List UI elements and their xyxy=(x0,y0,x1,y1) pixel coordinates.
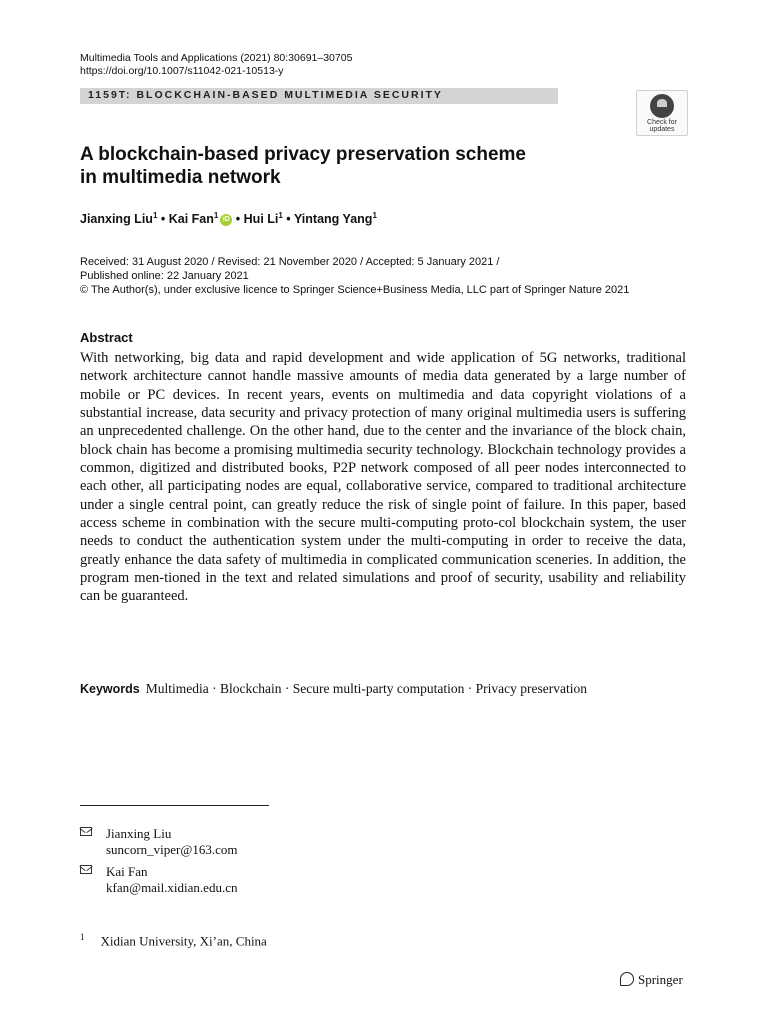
envelope-icon xyxy=(80,865,92,874)
received-revised-accepted: Received: 31 August 2020 / Revised: 21 November 2020 / Accepted: 5 January 2021 / xyxy=(80,256,500,268)
affiliation xyxy=(80,932,267,949)
springer-horse-icon xyxy=(620,972,634,986)
author-affil-marker: 1 xyxy=(152,211,158,220)
author-separator: • xyxy=(157,212,169,227)
contact-name: Kai Fan xyxy=(106,864,148,879)
journal-citation: Multimedia Tools and Applications (2021) 80:30691–30705 xyxy=(80,52,353,64)
author-separator: • xyxy=(282,212,294,227)
author-name[interactable]: Hui Li xyxy=(243,212,279,227)
envelope-icon xyxy=(80,827,92,836)
keywords-label: Keywords xyxy=(80,682,140,696)
contact-name: Jianxing Liu xyxy=(106,826,172,841)
contact-email[interactable]: suncorn_viper@163.com xyxy=(106,842,238,857)
section-label: 1159T: BLOCKCHAIN-BASED MULTIMEDIA SECURITY xyxy=(88,89,443,101)
published-online: Published online: 22 January 2021 xyxy=(80,270,249,282)
keywords xyxy=(80,681,587,697)
author-affil-marker: 1 xyxy=(213,211,219,220)
abstract-text: With networking, big data and rapid development and wide application of 5G networks, traditional network architecture cannot handle massive amounts of media data generated by a large number of mobile or PC devices. In recent years, events on multimedia and data copyright violations of a substantial increase, data security and privacy protection of many original multimedia users is suffering an unprecedented challenge. On the other hand, due to the center and the invariance of the block chain, block chain has become a promising multimedia security technology. Blockchain technology provides a common, digitized and distributed books, P2P network composed of all peer nodes interconnected to each other, all participating nodes are equal, collaborative service, compared to traditional architecture under a single central point, can greatly reduce the risk of single point of failure. In this paper, based access scheme in combination with the secure multi-computing proto-col blockchain system, the user needs to conduct the authentication system under the multi-computing in order to receive the data, greatly enhance the data safety of multimedia in complicated communication sceneries. In addition, the program men-tioned in the text and related simulations and proof of security, usability and reliability can be guaranteed. xyxy=(80,350,686,605)
doi-link[interactable]: https://doi.org/10.1007/s11042-021-10513-y xyxy=(80,65,284,77)
author-name[interactable]: Jianxing Liu xyxy=(80,212,153,227)
section-banner xyxy=(80,88,558,104)
contact-entry xyxy=(80,826,237,858)
footnote-divider xyxy=(80,805,269,806)
author-affil-marker: 1 xyxy=(278,211,283,220)
affiliation-marker: 1 xyxy=(80,932,85,942)
paper-title xyxy=(80,143,600,189)
title-line-2: in multimedia network xyxy=(80,167,281,188)
check-for-updates-badge[interactable] xyxy=(636,90,688,136)
publisher-name: Springer xyxy=(638,972,683,987)
contact-email[interactable]: kfan@mail.xidian.edu.cn xyxy=(106,880,238,895)
crossmark-icon xyxy=(650,94,674,118)
publisher-logo xyxy=(620,972,683,988)
publication-history xyxy=(80,255,629,297)
author-separator: • xyxy=(232,212,244,227)
check-for-updates-label: Check for updates xyxy=(647,119,677,133)
author-list xyxy=(80,211,377,226)
orcid-icon[interactable]: iD xyxy=(220,214,232,226)
affiliation-text: Xidian University, Xi’an, China xyxy=(100,933,267,949)
keywords-list: Multimedia · Blockchain · Secure multi-party computation · Privacy preservation xyxy=(145,681,587,696)
author-name[interactable]: Kai Fan xyxy=(168,212,214,227)
title-line-1: A blockchain-based privacy preservation scheme xyxy=(80,144,526,165)
author-affil-marker: 1 xyxy=(372,211,377,220)
copyright-notice: © The Author(s), under exclusive licence to Springer Science+Business Media, LLC part of Springer Nature 2021 xyxy=(80,284,630,296)
abstract-heading: Abstract xyxy=(80,330,133,345)
contact-entry xyxy=(80,864,237,896)
author-name[interactable]: Yintang Yang xyxy=(293,212,373,227)
journal-header xyxy=(80,52,352,78)
